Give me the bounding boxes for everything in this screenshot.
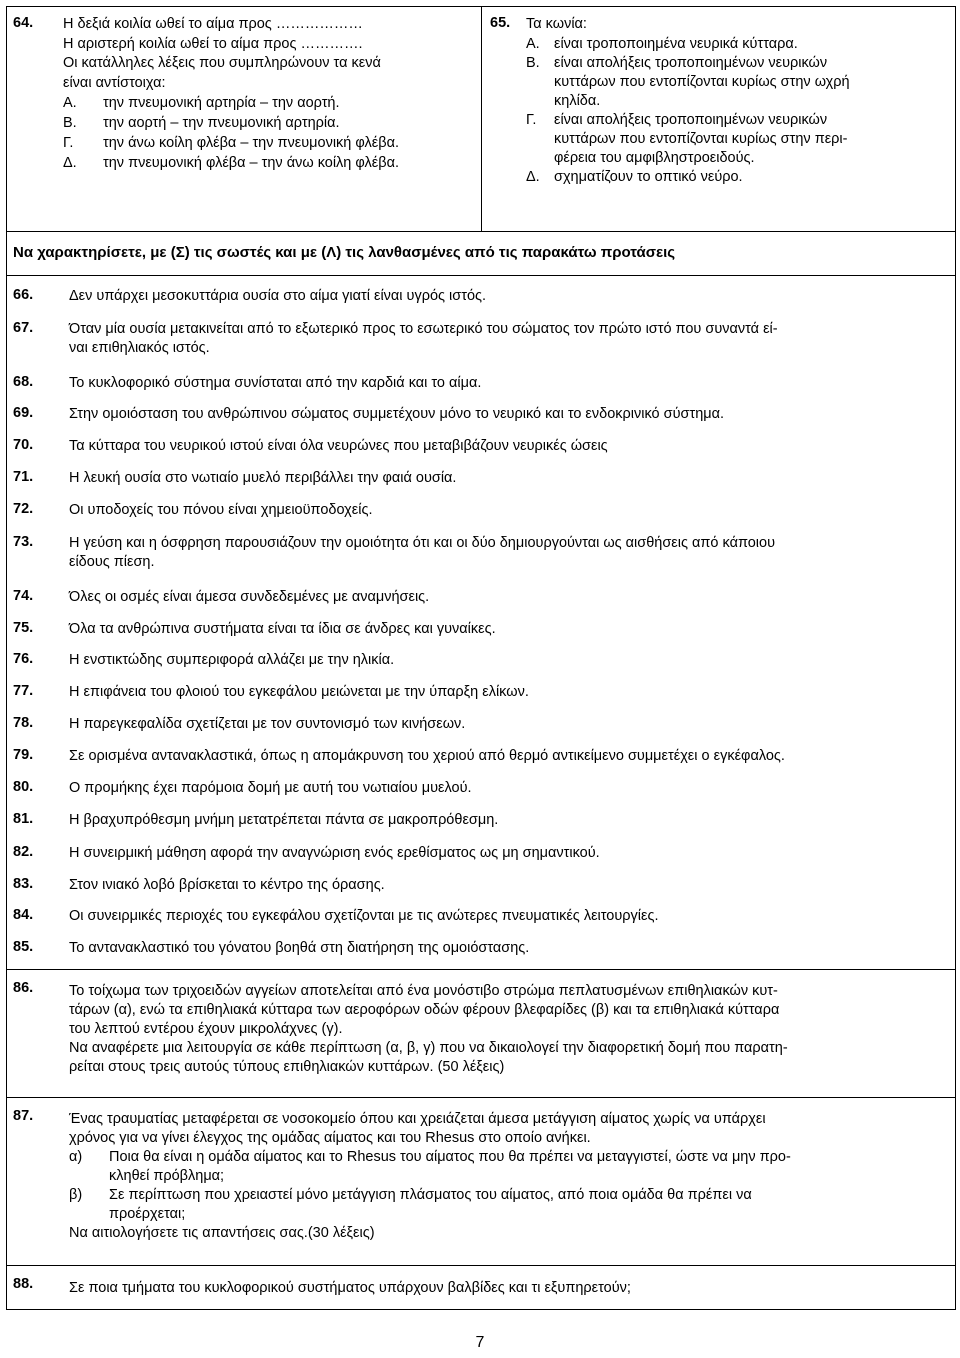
stem-line: Η αριστερή κοιλία ωθεί το αίμα προς ………….: [63, 35, 363, 52]
statement-text: ναι επιθηλιακός ιστός.: [69, 340, 210, 356]
statement-text: Το αντανακλαστικό του γόνατου βοηθά στη διατήρηση της ομοιόστασης.: [69, 940, 530, 956]
question-text: χρόνος για να γίνει έλεγχος της ομάδας αίματος και του Rhesus στο οποίο ανήκει.: [69, 1130, 591, 1146]
statement-text: Η επιφάνεια του φλοιού του εγκεφάλου μειώνεται με την ύπαρξη ελίκων.: [69, 684, 529, 700]
option-b: [63, 113, 473, 133]
option-line: σχηματίζουν το οπτικό νεύρο.: [554, 168, 743, 185]
question-number: 64.: [13, 15, 34, 31]
statement-number: 77.: [13, 683, 34, 699]
option-letter: Γ.: [63, 135, 74, 151]
question-text: Ένας τραυματίας μεταφέρεται σε νοσοκομείο όπου και χρειάζεται άμεσα μετάγγιση αίματος χωρίς να υπάρχει: [69, 1111, 766, 1127]
page-number: 7: [475, 1334, 485, 1351]
statement-number: 73.: [13, 534, 34, 550]
statement-text: είδους πίεση.: [69, 554, 155, 570]
statement-text: Όλες οι οσμές είναι άμεσα συνδεδεμένες με αναμνήσεις.: [69, 589, 430, 605]
part-text: Ποια θα είναι η ομάδα αίματος και το Rhesus του αίματος που θα πρέπει να μεταγγιστεί, ώστε να μην προ-: [109, 1149, 791, 1165]
top-row: [6, 6, 956, 232]
part-text: προέρχεται;: [109, 1206, 186, 1222]
option-line: κυττάρων που εντοπίζονται κυρίως στην ωχρή: [554, 73, 850, 90]
statement-number: 81.: [13, 811, 34, 827]
statement-number: 68.: [13, 374, 34, 390]
question-number: 88.: [13, 1276, 34, 1292]
statement-number: 69.: [13, 405, 34, 421]
question-88: [6, 1266, 956, 1310]
option-b: [526, 54, 946, 111]
statement-number: 79.: [13, 747, 34, 763]
section-heading-row: [6, 232, 956, 276]
option-line: είναι απολήξεις τροποποιημένων νευρικών: [554, 54, 828, 71]
question-stem: [63, 15, 473, 173]
statement-number: 67.: [13, 320, 34, 336]
option-c: [63, 133, 473, 153]
option-text: την πνευμονική αρτηρία – την αορτή.: [103, 95, 340, 111]
question-87: [6, 1098, 956, 1266]
statements-block: [6, 276, 956, 970]
statement-text: Η ενστικτώδης συμπεριφορά αλλάζει με την ηλικία.: [69, 652, 395, 668]
statement-number: 80.: [13, 779, 34, 795]
statement-text: Η γεύση και η όσφρηση παρουσιάζουν την ομοιότητα ότι και οι δύο δημιουργούνται ως αισθήσεις από κάποιου: [69, 535, 776, 551]
statement-number: 85.: [13, 939, 34, 955]
question-closing: Να αιτιολογήσετε τις απαντήσεις σας.(30 λέξεις): [69, 1225, 375, 1241]
statement-text: Δεν υπάρχει μεσοκυττάρια ουσία στο αίμα γιατί είναι υγρός ιστός.: [69, 288, 487, 304]
option-c: [526, 111, 946, 168]
question-text: Να αναφέρετε μια λειτουργία σε κάθε περίπτωση (α, β, γ) που να δικαιολογεί την διαφορετική δομή που παρατη-: [69, 1040, 788, 1056]
part-a: [69, 1148, 939, 1186]
question-stem: [526, 15, 946, 187]
stem-line: Τα κωνία:: [526, 16, 587, 32]
statement-text: Όλα τα ανθρώπινα συστήματα είναι τα ίδια σε άνδρες και γυναίκες.: [69, 621, 496, 637]
option-line: κυττάρων που εντοπίζονται κυρίως στην περι-: [554, 130, 848, 147]
statement-text: Τα κύτταρα του νευρικού ιστού είναι όλα νευρώνες που μεταβιβάζουν νευρικές ώσεις: [69, 438, 608, 454]
option-d: [526, 168, 946, 187]
question-text: του λεπτού εντέρου έχουν μικρολάχνες (γ).: [69, 1021, 343, 1037]
option-line: είναι τροποποιημένα νευρικά κύτταρα.: [554, 35, 798, 52]
option-letter: Δ.: [526, 168, 540, 185]
statement-text: Στον ινιακό λοβό βρίσκεται το κέντρο της όρασης.: [69, 877, 385, 893]
option-letter: Δ.: [63, 155, 77, 171]
stem-line: Η δεξιά κοιλία ωθεί το αίμα προς ………………: [63, 16, 363, 32]
statement-number: 78.: [13, 715, 34, 731]
section-heading: Να χαρακτηρίσετε, με (Σ) τις σωστές και με (Λ) τις λανθασμένες από τις παρακάτω προτάσεις: [13, 244, 676, 261]
option-text: την πνευμονική φλέβα – την άνω κοίλη φλέβα.: [103, 155, 399, 171]
part-b: [69, 1186, 939, 1224]
statement-text: Η βραχυπρόθεσμη μνήμη μετατρέπεται πάντα σε μακροπρόθεσμη.: [69, 812, 499, 828]
statement-text: Στην ομοιόσταση του ανθρώπινου σώματος συμμετέχουν μόνο το νευρικό και το ενδοκρινικό σύστημα.: [69, 406, 725, 422]
question-86: [6, 970, 956, 1098]
statement-number: 84.: [13, 907, 34, 923]
question-text: τάρων (α), ενώ τα επιθηλιακά κύτταρα των αεροφόρων οδών φέρουν βλεφαρίδες (β) και τα επιθηλιακά κύτταρα: [69, 1002, 780, 1018]
question-number: 87.: [13, 1108, 34, 1124]
question-text: Σε ποια τμήματα του κυκλοφορικού συστήματος υπάρχουν βαλβίδες και τι εξυπηρετούν;: [69, 1280, 631, 1296]
statement-number: 83.: [13, 876, 34, 892]
question-number: 86.: [13, 980, 34, 996]
statement-text: Το κυκλοφορικό σύστημα συνίσταται από την καρδιά και το αίμα.: [69, 375, 482, 391]
option-line: φέρεια του αμφιβληστροειδούς.: [554, 149, 755, 166]
option-a: [526, 35, 946, 54]
statement-number: 74.: [13, 588, 34, 604]
column-divider: [481, 7, 482, 231]
statement-text: Η λευκή ουσία στο νωτιαίο μυελό περιβάλλει την φαιά ουσία.: [69, 470, 457, 486]
statement-text: Ο προμήκης έχει παρόμοια δομή με αυτή του νωτιαίου μυελού.: [69, 780, 472, 796]
option-letter: Γ.: [526, 111, 537, 128]
option-letter: Α.: [63, 95, 77, 111]
option-letter: Β.: [63, 115, 77, 131]
option-a: [63, 93, 473, 113]
stem-line: είναι αντίστοιχα:: [63, 74, 166, 91]
option-letter: Α.: [526, 35, 540, 52]
statement-number: 71.: [13, 469, 34, 485]
question-number: 65.: [490, 15, 511, 31]
statement-number: 66.: [13, 287, 34, 303]
statement-text: Όταν μία ουσία μετακινείται από το εξωτερικό προς το εσωτερικό του σώματος τον πρώτο ιστό που συναντά εί-: [69, 321, 778, 337]
question-text: Το τοίχωμα των τριχοειδών αγγείων αποτελείται από ένα μονόστιβο στρώμα πεπλατυσμένων επιθηλιακών κυτ-: [69, 983, 778, 999]
stem-line: Οι κατάλληλες λέξεις που συμπληρώνουν τα κενά: [63, 55, 381, 71]
part-letter: β): [69, 1187, 83, 1203]
statement-text: Οι υποδοχείς του πόνου είναι χημειοϋποδοχείς.: [69, 502, 373, 518]
statement-text: Η συνειρμική μάθηση αφορά την αναγνώριση ενός ερεθίσματος ως μη σημαντικού.: [69, 845, 600, 861]
option-d: [63, 153, 473, 173]
statement-number: 72.: [13, 501, 34, 517]
option-text: την άνω κοίλη φλέβα – την πνευμονική φλέβα.: [103, 135, 399, 151]
statement-number: 82.: [13, 844, 34, 860]
statement-number: 76.: [13, 651, 34, 667]
part-text: Σε περίπτωση που χρειαστεί μόνο μετάγγιση πλάσματος του αίματος, από ποια ομάδα θα πρέπει να: [109, 1187, 752, 1203]
statement-number: 70.: [13, 437, 34, 453]
part-letter: α): [69, 1149, 83, 1165]
option-letter: Β.: [526, 54, 540, 71]
statement-text: Σε ορισμένα αντανακλαστικά, όπως η απομάκρυνση του χεριού από θερμό αντικείμενο συμμετέχει ο εγκέφαλος.: [69, 748, 785, 764]
statement-number: 75.: [13, 620, 34, 636]
statement-text: Η παρεγκεφαλίδα σχετίζεται με τον συντονισμό των κινήσεων.: [69, 716, 466, 732]
question-text: ρείται στους τρεις αυτούς τύπους επιθηλιακών κυττάρων. (50 λέξεις): [69, 1059, 505, 1075]
part-text: κληθεί πρόβλημα;: [109, 1168, 225, 1184]
option-line: κηλίδα.: [554, 92, 601, 109]
option-line: είναι απολήξεις τροποποιημένων νευρικών: [554, 111, 828, 128]
statement-text: Οι συνειρμικές περιοχές του εγκεφάλου σχετίζονται με τις ανώτερες πνευματικές λειτουργίες.: [69, 908, 659, 924]
option-text: την αορτή – την πνευμονική αρτηρία.: [103, 115, 340, 131]
